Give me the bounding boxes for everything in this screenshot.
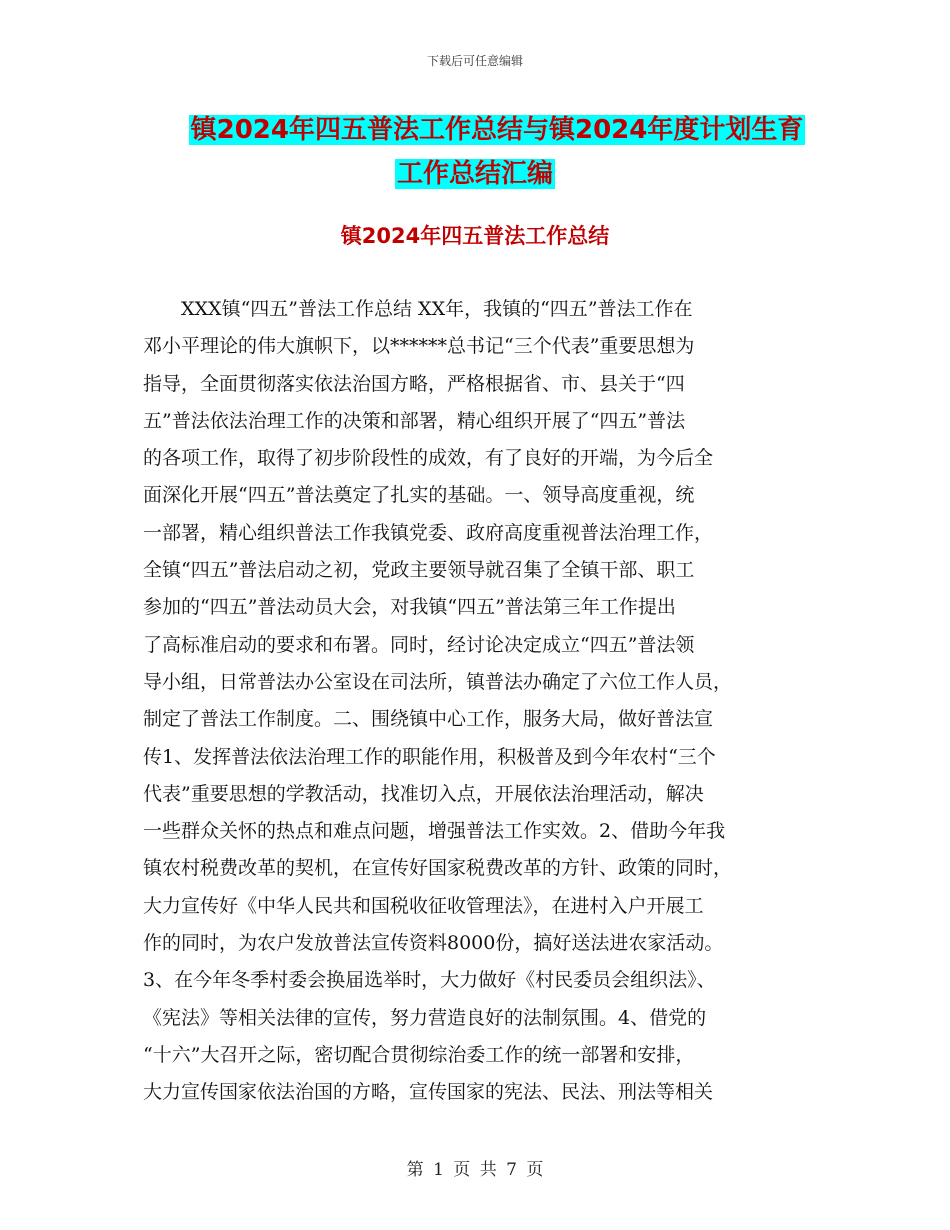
body-line: 导小组，日常普法办公室设在司法所，镇普法办确定了六位工作人员， (143, 670, 733, 693)
body-line: 《宪法》等相关法律的宣传，努力营造良好的法制氛围。4、借党的 (143, 1006, 707, 1029)
header-note: 下载后可任意编辑 (426, 54, 523, 68)
body-line: 作的同时，为农户发放普法宣传资料8000份，搞好送法进农家活动。 (143, 932, 724, 955)
body-line: 镇农村税费改革的契机，在宣传好国家税费改革的方针、政策的同时， (143, 857, 733, 880)
document-title-text-1: 镇2024年四五普法工作总结与镇2024年度计划生育 (190, 115, 804, 145)
body-line: 面深化开展“四五”普法奠定了扎实的基础。一、领导高度重视，统 (143, 484, 695, 507)
document-title-text-2: 工作总结汇编 (396, 159, 553, 189)
body-line: 制定了普法工作制度。二、围绕镇中心工作，服务大局，做好普法宣 (143, 708, 714, 731)
body-line: 大力宣传好《中华人民共和国税收征收管理法》，在进村入户开展工 (143, 894, 704, 917)
body-line: 全镇“四五”普法启动之初，党政主要领导就召集了全镇干部、职工 (143, 559, 695, 582)
section-title: 镇2024年四五普法工作总结 (340, 224, 610, 248)
body-line: XXX镇“四五”普法工作总结 XX年，我镇的“四五”普法工作在 (181, 298, 693, 320)
body-text (143, 291, 813, 1112)
body-line: 参加的“四五”普法动员大会，对我镇“四五”普法第三年工作提出 (143, 596, 676, 619)
body-line: 了高标准启动的要求和布署。同时，经讨论决定成立“四五”普法领 (143, 633, 695, 656)
body-line: 传1、发挥普法依法治理工作的职能作用，积极普及到今年农村“三个 (143, 745, 716, 768)
body-line: 的各项工作，取得了初步阶段性的成效，有了良好的开端，为今后全 (143, 447, 714, 470)
body-line: 代表”重要思想的学教活动，找准切入点，开展依法治理活动，解决 (143, 782, 704, 805)
body-line: 大力宣传国家依法治国的方略，宣传国家的宪法、民法、刑法等相关 (143, 1081, 714, 1104)
body-line: “十六”大召开之际，密切配合贯彻综治委工作的统一部署和安排， (143, 1043, 695, 1066)
body-line: 一些群众关怀的热点和难点问题，增强普法工作实效。2、借助今年我 (143, 820, 726, 843)
body-line: 指导，全面贯彻落实依法治国方略，严格根据省、市、县关于“四 (143, 372, 685, 395)
document-title-line-2 (0, 152, 950, 196)
page-number: 第 1 页 共 7 页 (406, 1160, 544, 1180)
body-line: 邓小平理论的伟大旗帜下，以******总书记“三个代表”重要思想为 (143, 335, 695, 358)
document-title-line-1 (0, 108, 950, 152)
body-line: 一部署，精心组织普法工作我镇党委、政府高度重视普法治理工作， (143, 521, 714, 544)
body-line: 五”普法依法治理工作的决策和部署，精心组织开展了“四五”普法 (143, 409, 686, 432)
body-line: 3、在今年冬季村委会换届选举时，大力做好《村民委员会组织法》、 (143, 969, 716, 992)
